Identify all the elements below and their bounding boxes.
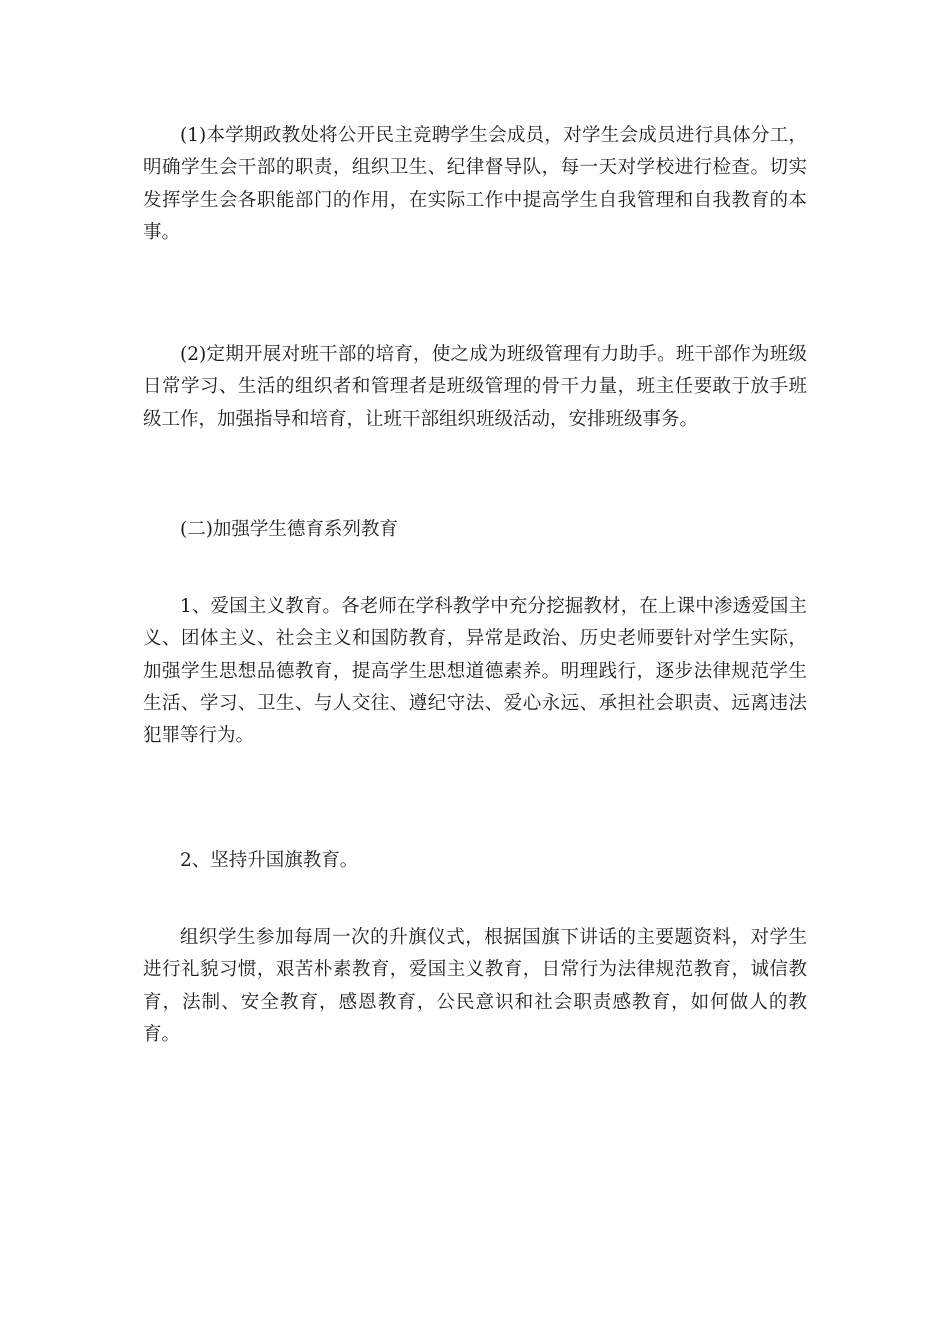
paragraph-patriotism-education: 1、爱国主义教育。各老师在学科教学中充分挖掘教材，在上课中渗透爱国主义、团体主义、社会主义和国防教育，异常是政治、历史老师要针对学生实际，加强学生思想品德教育，提高学生思想道德素养。明理践行，逐步法律规范学生生活、学习、卫生、与人交往、遵纪守法、爱心永远、承担社会职责、远离违法犯罪等行为。 (143, 596, 807, 747)
paragraph-student-union: (1)本学期政教处将公开民主竞聘学生会成员，对学生会成员进行具体分工，明确学生会干部的职责，组织卫生、纪律督导队，每一天对学校进行检查。切实发挥学生会各职能部门的作用，在实际工作中提高学生自我管理和自我教育的本事。 (143, 125, 807, 243)
paragraph-class-cadres: (2)定期开展对班干部的培育，使之成为班级管理有力助手。班干部作为班级日常学习、生活的组织者和管理者是班级管理的骨干力量，班主任要敢于放手班级工作，加强指导和培育，让班干部组织班级活动，安排班级事务。 (143, 344, 807, 430)
section-heading-moral-education: (二)加强学生德育系列教育 (180, 519, 398, 540)
subheading-flag-raising: 2、坚持升国旗教育。 (180, 850, 359, 871)
paragraph-flag-ceremony: 组织学生参加每周一次的升旗仪式，根据国旗下讲话的主要题资料，对学生进行礼貌习惯，艰苦朴素教育，爱国主义教育，日常行为法律规范教育，诚信教育，法制、安全教育，感恩教育，公民意识和社会职责感教育，如何做人的教育。 (143, 927, 807, 1045)
